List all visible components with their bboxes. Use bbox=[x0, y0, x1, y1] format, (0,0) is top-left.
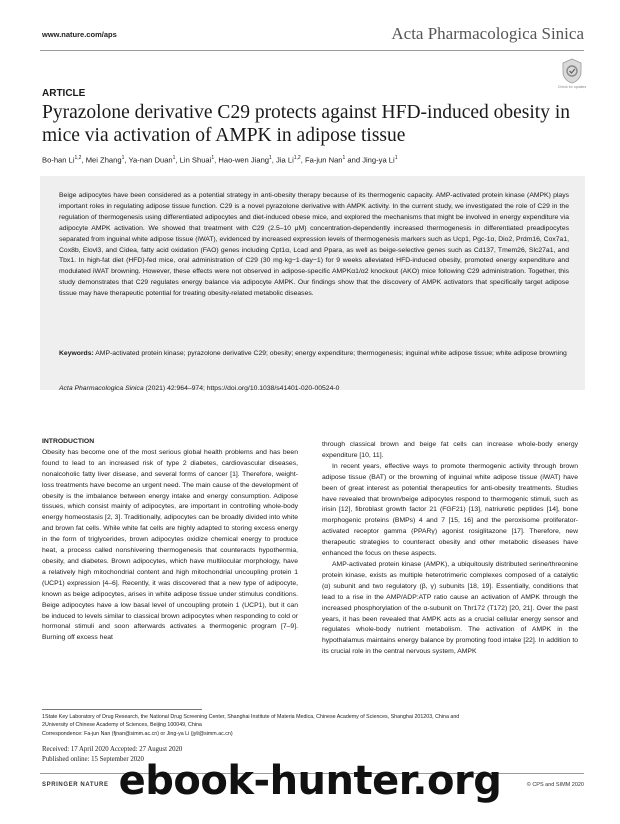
citation-details[interactable]: (2021) 42:964–974; https://doi.org/10.1038/s41401-020-00524-0 bbox=[143, 385, 340, 392]
author-affiliation: 1 bbox=[394, 155, 398, 161]
author-name: Ya-nan Duan bbox=[128, 155, 173, 165]
paragraph: Obesity has become one of the most serious global health problems and has been found to lead to an increased risk of type 2 diabetes, cardiovascular diseases, nonalcoholic fatty liver disease, and several forms of cancer [1]. Therefore, weight-loss treatments have become an urgent need. The main cause of the development of obesity is the imbalance between energy intake and energy consumption. Adipose tissues, which consist mainly of adipocytes, are important in controlling whole-body energy homeostasis [2, 3]. Traditionally, adipocytes can be broadly divided into white and brown fat cells. While white fat cells are highly adapted to storing excess energy in the form of triglycerides, brown adipocytes oxidize chemical energy to produce heat, a process called nonshivering thermogenesis that counteracts hypothermia, obesity, and diabetes. Brown adipocytes, which have multilocular morphology, have a relatively high mitochondrial content and high mitochondrial uncoupling protein 1 (UCP1) expression [4–6]. Recently, it was discovered that a new type of adipocyte, known as beige adipocytes, arises in white adipose tissue under stimulus conditions. Beige adipocytes have a low basal level of uncoupling protein 1 (UCP1), but it can be induced to levels similar to classical brown adipocytes when responding to cold or hormonal stimuli and soon afterwards activates a thermogenic program [7–9]. Burning off excess heat bbox=[42, 448, 298, 642]
paragraph: In recent years, effective ways to promote thermogenic activity through brown adipose tissue (BAT) or the browning of inguinal white adipose tissue (iWAT) have been of great interest as potential therapeutics for anti-obesity treatments. Studies have revealed that brown/beige adipocytes respond to thermogenic stimuli, such as irisin [12], fibroblast growth factor 21 (FGF21) [13], natriuretic peptides [14], bone morphogenic proteins (BMPs) 4 and 7 [15, 16] and the peroxisome proliferator-activated receptor gamma (PPARγ) agonist rosiglitazone [17]. Therefore, new therapeutic strategies to counteract obesity and other metabolic diseases have enhanced the focus on these aspects. bbox=[322, 462, 578, 558]
affiliation-2: 2University of Chinese Academy of Sciences, Beijing 100049, China bbox=[42, 722, 202, 729]
journal-name: Acta Pharmacologica Sinica bbox=[391, 24, 584, 43]
watermark: ebook-hunter.org bbox=[118, 758, 502, 804]
affiliation-1: 1State Key Laboratory of Drug Research, the National Drug Screening Center, Shanghai Institute of Materia Medica, Chinese Academy of Sciences, Shanghai 201203, China and bbox=[42, 714, 460, 720]
keywords-label: Keywords: bbox=[59, 350, 94, 357]
keywords-list: AMP-activated protein kinase; pyrazolone derivative C29; obesity; energy expenditure; thermogenesis; inguinal white adipose tissue; white adipose browning bbox=[95, 350, 567, 357]
author-name: Lin Shuai bbox=[179, 155, 212, 165]
journal-url[interactable]: www.nature.com/aps bbox=[42, 30, 117, 39]
author-affiliation: 1 bbox=[172, 155, 176, 161]
abstract-text: Beige adipocytes have been considered as a potential strategy in anti-obesity therapy because of its thermogenic capacity. AMP-activated protein kinase (AMPK) plays important roles in regulating adipose tissue function. C29 is a novel pyrazolone derivative with AMPK activity. In the current study, we investigated the role of C29 in the regulation of thermogenesis using differentiated adipocytes and diet-induced obese mice, and explored the mechanisms that might be involved in energy expenditure via adipocyte AMPK activation. We showed that treatment with C29 (2.5–10 μM) concentration-dependently increased thermogenesis in differentiated preadipocytes separated from inguinal white adipose tissue (iWAT), evidenced by increased expression levels of thermogenesis markers such as Ucp1, Pgc-1α, Dio2, Prdm16, Cox7a1, Cox8b, Elovl3, and Cidea, fatty acid oxidation (FAO) genes including Cpt1α, Lcad and Ppara, as well as beige-selective genes such as Cd137, Tmem26, Slc27a1, and Tbx1. In high-fat diet (HFD)-fed mice, oral administration of C29 (30 mg·kg−1·day−1) for 9 weeks alleviated HFD-induced obesity, promoted energy expenditure and modulated iWAT browning. However, these effects were not observed in adipose-specific AMPKα1/α2 knockout (AKO) mice following C29 administration. Together, this study demonstrates that C29 regulates energy balance via adipocyte AMPK. Our findings show that the discovery of AMPK activators that specifically target adipose tissue may have therapeutic potential for treating obesity-related metabolic diseases. bbox=[59, 192, 569, 298]
author-name: Mei Zhang bbox=[85, 155, 122, 165]
author-affiliation: 1,2 bbox=[293, 155, 301, 161]
author-affiliation: 1,2 bbox=[74, 155, 82, 161]
section-heading-introduction: INTRODUCTION bbox=[42, 438, 95, 445]
author-name: Jing-ya Li bbox=[362, 155, 395, 165]
author-name: Jia Li bbox=[276, 155, 294, 165]
author-affiliation: 1 bbox=[342, 155, 346, 161]
paragraph: AMP-activated protein kinase (AMPK), a ubiquitously distributed serine/threonine protein kinase, exists as multiple heterotrimeric complexes composed of a catalytic (α) subunit and two regulatory (β, γ) subunits [18, 19]. Essentially, conditions that lead to a rise in the AMP/ADP:ATP ratio cause an activation of AMPK through the increased phosphorylation of the α-subunit on Thr172 (T172) [20, 21]. Over the past years, it has been revealed that AMPK acts as a crucial cellular energy sensor and regulates whole-body nutrient metabolism. The activation of AMPK in the hypothalamus maintains energy balance by promoting food intake [22]. In addition to its crucial role in the central nervous system, AMPK bbox=[322, 560, 578, 656]
footnotes bbox=[42, 713, 587, 738]
citation-journal: Acta Pharmacologica Sinica bbox=[59, 385, 144, 392]
keywords bbox=[59, 349, 569, 360]
article-type: ARTICLE bbox=[42, 88, 86, 99]
check-for-updates-icon[interactable] bbox=[561, 58, 583, 84]
author-affiliation: 1 bbox=[269, 155, 272, 161]
header-rule bbox=[40, 50, 584, 51]
footnote-rule bbox=[42, 709, 202, 710]
left-column bbox=[42, 437, 298, 644]
published-date: Published online: 15 September 2020 bbox=[42, 755, 144, 763]
author-name: Hao-wen Jiang bbox=[218, 155, 270, 165]
author-name: Fa-jun Nan bbox=[304, 155, 343, 165]
author-affiliation: 1 bbox=[121, 155, 125, 161]
article-title: Pyrazolone derivative C29 protects against HFD-induced obesity in mice via activation of AMPK in adipose tissue bbox=[42, 102, 571, 146]
publisher-logo: SPRINGER NATURE bbox=[42, 782, 109, 788]
paragraph: through classical brown and beige fat cells can increase whole-body energy expenditure [10, 11]. bbox=[322, 441, 578, 459]
author-name: Bo-han Li bbox=[42, 155, 75, 165]
author-list: Bo-han Li$^{1,2}$, Mei Zhang$^1$, Ya-nan Duan$^1$, Lin Shuai$^1$, Hao-wen Jiang$^1$, Jia Li$^{1,2}$, Fa-jun Nan$^1$ and Jing-ya Li$^1$ bbox=[42, 155, 398, 165]
author-affiliation: 1 bbox=[211, 155, 215, 161]
received-date: Received: 17 April 2020 Accepted: 27 August 2020 bbox=[42, 746, 183, 753]
correspondence: Correspondence: Fa-jun Nan (fjnan@simm.ac.cn) or Jing-ya Li (jyli@simm.ac.cn) bbox=[42, 730, 233, 737]
check-for-updates-label: Check for updates bbox=[557, 85, 587, 89]
citation bbox=[59, 385, 339, 392]
copyright: © CPS and SIMM 2020 bbox=[526, 782, 584, 788]
right-column bbox=[322, 440, 578, 658]
